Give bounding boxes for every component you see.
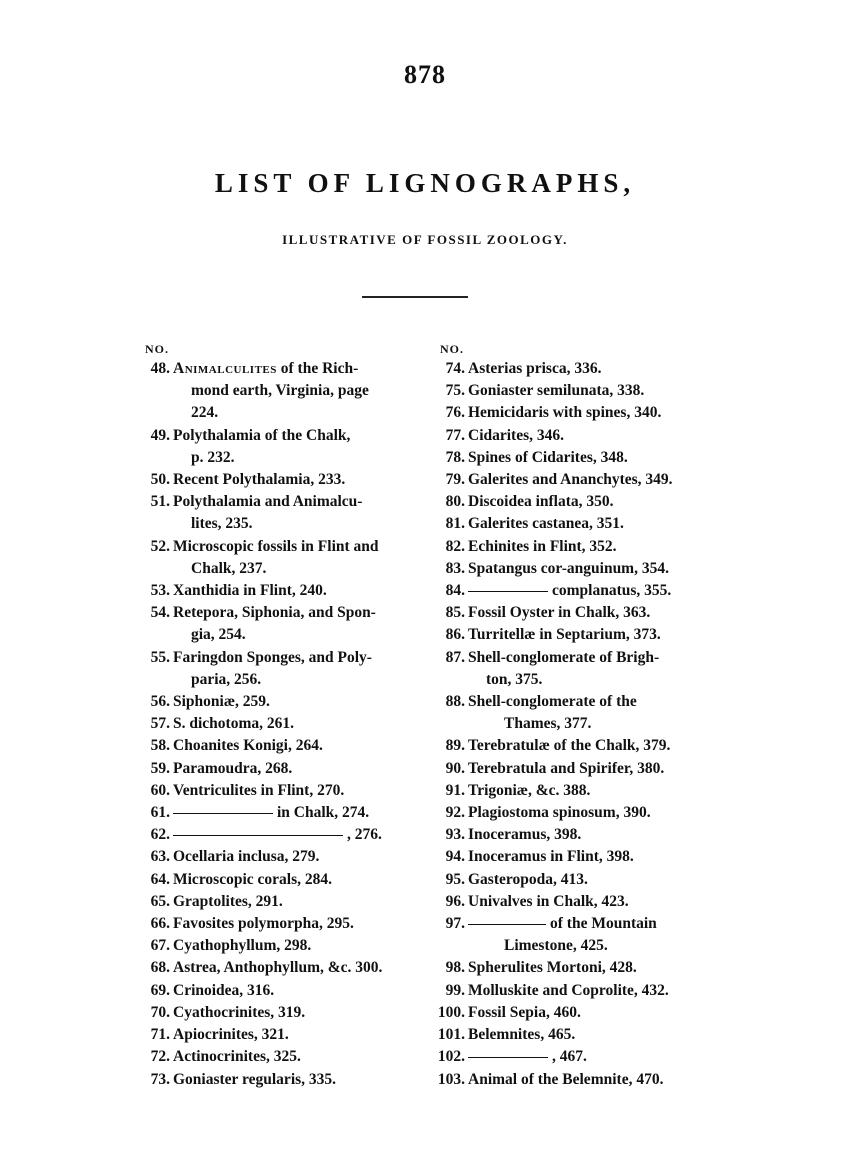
- entry-number: 77.: [445, 426, 465, 444]
- entry-number: 54.: [150, 604, 170, 622]
- entry-number: 73.: [150, 1070, 170, 1088]
- entry-first-line: Polythalamia and Animalcu-: [173, 493, 363, 511]
- entry-first-line: Hemicidaris with spines, 340.: [468, 404, 662, 422]
- list-item: [434, 491, 716, 513]
- entry-first-line: Faringdon Sponges, and Poly-: [173, 648, 372, 666]
- list-item: [434, 513, 716, 535]
- entry-number: 95.: [445, 870, 465, 888]
- entry-text: [468, 1024, 716, 1046]
- entry-text: [468, 691, 716, 713]
- entry-number: 52.: [150, 537, 170, 555]
- entry-number: 79.: [445, 471, 465, 489]
- entry-first-line: Spherulites Mortoni, 428.: [468, 959, 637, 977]
- list-item: [139, 913, 421, 935]
- list-item: [434, 780, 716, 802]
- entry-number: 82.: [445, 537, 465, 555]
- list-item: [139, 980, 421, 1002]
- entry-number: 65.: [150, 892, 170, 910]
- list-item: [139, 1069, 421, 1091]
- entry-first-line: Spatangus cor-anguinum, 354.: [468, 559, 669, 577]
- entry-first-line: in Chalk, 274.: [277, 804, 370, 822]
- entry-first-line: Goniaster semilunata, 338.: [468, 382, 645, 400]
- entry-text: [468, 1002, 716, 1024]
- entry-text: [468, 380, 716, 402]
- list-item: [434, 624, 716, 646]
- entry-first-line: complanatus, 355.: [552, 582, 672, 600]
- list-item: [434, 957, 716, 979]
- entry-number: 100.: [437, 1003, 465, 1021]
- entry-text: [173, 957, 421, 979]
- list-item: [434, 380, 716, 402]
- list-item: [434, 735, 716, 757]
- list-item: [434, 846, 716, 868]
- entry-number: 56.: [150, 693, 170, 711]
- entry-text: [468, 1046, 716, 1068]
- list-item: [434, 425, 716, 447]
- entry-text: [468, 758, 716, 780]
- entry-first-line: Apiocrinites, 321.: [173, 1026, 289, 1044]
- list-item: [434, 824, 716, 846]
- entry-first-line: Cyathophyllum, 298.: [173, 937, 312, 955]
- entry-text: [173, 425, 421, 447]
- page-number: 878: [404, 60, 446, 89]
- entry-number: 61.: [150, 804, 170, 822]
- entry-first-line: Fossil Oyster in Chalk, 363.: [468, 604, 651, 622]
- entry-number: 87.: [445, 648, 465, 666]
- list-item: [139, 536, 421, 580]
- entry-text: [468, 780, 716, 802]
- list-item: [434, 980, 716, 1002]
- list-item: [139, 1046, 421, 1068]
- entry-text: [173, 1024, 421, 1046]
- entry-number: 94.: [445, 848, 465, 866]
- entry-first-line: Fossil Sepia, 460.: [468, 1003, 581, 1021]
- entry-text: [173, 891, 421, 913]
- entry-number: 88.: [445, 693, 465, 711]
- list-item: [434, 402, 716, 424]
- entry-first-line: Microscopic corals, 284.: [173, 870, 332, 888]
- entry-text: [468, 624, 716, 646]
- entry-text: [468, 536, 716, 558]
- entry-number: 72.: [150, 1048, 170, 1066]
- list-item: [434, 1046, 716, 1068]
- entry-number: 71.: [150, 1026, 170, 1044]
- list-item: [139, 935, 421, 957]
- entry-number: 69.: [150, 981, 170, 999]
- entry-lead-word: Animalculites: [173, 360, 277, 377]
- entry-first-line: Ocellaria inclusa, 279.: [173, 848, 320, 866]
- entry-number: 93.: [445, 826, 465, 844]
- entry-first-line: Univalves in Chalk, 423.: [468, 892, 629, 910]
- list-item: [139, 425, 421, 469]
- entry-first-line: Goniaster regularis, 335.: [173, 1070, 337, 1088]
- entry-text: [173, 846, 421, 868]
- entry-first-line: Paramoudra, 268.: [173, 759, 293, 777]
- entry-first-line: Siphoniæ, 259.: [173, 693, 270, 711]
- list-item: [139, 758, 421, 780]
- entry-number: 91.: [445, 781, 465, 799]
- entry-text: [468, 891, 716, 913]
- list-item: [434, 647, 716, 691]
- entry-first-line: Belemnites, 465.: [468, 1026, 576, 1044]
- list-item: [139, 691, 421, 713]
- entry-text: [173, 802, 421, 824]
- entry-first-line: Choanites Konigi, 264.: [173, 737, 323, 755]
- entry-continuation: Chalk, 237.: [191, 559, 267, 577]
- entry-text: [173, 469, 421, 491]
- entry-number: 86.: [445, 626, 465, 644]
- entry-first-line: Ventriculites in Flint, 270.: [173, 781, 345, 799]
- entry-number: 55.: [150, 648, 170, 666]
- entry-number: 59.: [150, 759, 170, 777]
- entry-continuation: ton, 375.: [486, 670, 543, 688]
- entry-text: [173, 913, 421, 935]
- entry-first-line: Terebratula and Spirifer, 380.: [468, 759, 665, 777]
- list-item: [434, 802, 716, 824]
- ditto-dash: [173, 835, 343, 836]
- entry-first-line: Astrea, Anthophyllum, &c. 300.: [173, 959, 383, 977]
- list-item: [139, 580, 421, 602]
- entry-number: 81.: [445, 515, 465, 533]
- page-title: LIST OF LIGNOGRAPHS,: [214, 168, 636, 198]
- entry-first-line: Crinoidea, 316.: [173, 981, 275, 999]
- entry-text: [173, 980, 421, 1002]
- entry-first-line: Terebratulæ of the Chalk, 379.: [468, 737, 671, 755]
- entry-number: 99.: [445, 981, 465, 999]
- entry-first-line: Actinocrinites, 325.: [173, 1048, 301, 1066]
- entry-text: [468, 358, 716, 380]
- entry-first-line: Microscopic fossils in Flint and: [173, 537, 379, 555]
- entry-first-line: Plagiostoma spinosum, 390.: [468, 804, 651, 822]
- list-item: [139, 780, 421, 802]
- entry-text: [173, 491, 421, 513]
- list-item: [139, 1002, 421, 1024]
- entry-number: 57.: [150, 715, 170, 733]
- entry-text: [173, 647, 421, 669]
- list-item: [139, 824, 421, 846]
- entry-text: [468, 513, 716, 535]
- entry-text: [468, 957, 716, 979]
- entry-number: 53.: [150, 582, 170, 600]
- entry-number: 102.: [437, 1048, 465, 1066]
- entry-text: [468, 913, 716, 935]
- ditto-dash: [468, 1057, 548, 1058]
- list-item: [434, 691, 716, 735]
- entry-number: 67.: [150, 937, 170, 955]
- entry-first-line: , 467.: [552, 1048, 587, 1066]
- page-subtitle: ILLUSTRATIVE OF FOSSIL ZOOLOGY.: [282, 232, 568, 247]
- divider-rule: [362, 296, 468, 298]
- entry-text: [173, 758, 421, 780]
- entry-first-line: Inoceramus in Flint, 398.: [468, 848, 634, 866]
- list-item: [139, 647, 421, 691]
- entry-first-line: Animal of the Belemnite, 470.: [468, 1070, 664, 1088]
- entry-number: 75.: [445, 382, 465, 400]
- entry-first-line: Discoidea inflata, 350.: [468, 493, 614, 511]
- column-heading: NO.: [145, 342, 169, 356]
- list-item: [434, 580, 716, 602]
- entry-text: [468, 846, 716, 868]
- entry-number: 48.: [150, 360, 170, 377]
- ditto-dash: [468, 924, 546, 925]
- entry-text: [468, 824, 716, 846]
- list-item: [434, 913, 716, 957]
- list-item: [434, 469, 716, 491]
- entry-continuation: Thames, 377.: [504, 715, 592, 733]
- entry-continuation: p. 232.: [191, 448, 235, 466]
- entry-number: 63.: [150, 848, 170, 866]
- entry-first-line: Spines of Cidarites, 348.: [468, 448, 628, 466]
- entry-number: 103.: [437, 1070, 465, 1088]
- list-item: [139, 469, 421, 491]
- list-item: [139, 491, 421, 535]
- list-item: [434, 1002, 716, 1024]
- list-item: [139, 713, 421, 735]
- entry-first-line: Polythalamia of the Chalk,: [173, 426, 351, 444]
- entry-text: [468, 802, 716, 824]
- entry-text: [173, 735, 421, 757]
- list-item: [434, 358, 716, 380]
- left-column: [139, 340, 421, 1091]
- entry-text: [173, 602, 421, 624]
- list-item: [434, 558, 716, 580]
- entry-first-line: Retepora, Siphonia, and Spon-: [173, 604, 376, 622]
- entry-first-line: Gasteropoda, 413.: [468, 870, 588, 888]
- entry-text: [468, 491, 716, 513]
- column-heading: NO.: [440, 342, 464, 356]
- list-item: [139, 735, 421, 757]
- ditto-dash: [468, 591, 548, 592]
- entry-continuation: mond earth, Virginia, page: [191, 382, 369, 400]
- list-item: [139, 869, 421, 891]
- entry-number: 60.: [150, 781, 170, 799]
- entry-number: 78.: [445, 448, 465, 466]
- entry-text: [173, 713, 421, 735]
- entry-number: 66.: [150, 915, 170, 933]
- list-item: [139, 1024, 421, 1046]
- entry-text: [468, 558, 716, 580]
- entry-first-line: Shell-conglomerate of the: [468, 693, 637, 711]
- list-item: [139, 957, 421, 979]
- entry-first-line: Cidarites, 346.: [468, 426, 565, 444]
- entry-number: 76.: [445, 404, 465, 422]
- list-item: [434, 1069, 716, 1091]
- entry-text: [468, 425, 716, 447]
- list-item: [434, 536, 716, 558]
- list-item: [139, 802, 421, 824]
- list-item: [434, 758, 716, 780]
- entry-continuation: lites, 235.: [191, 515, 253, 533]
- entry-first-line: S. dichotoma, 261.: [173, 715, 294, 733]
- entry-list: [139, 358, 421, 1091]
- entry-number: 51.: [150, 493, 170, 511]
- list-item: [434, 447, 716, 469]
- entry-text: [468, 602, 716, 624]
- entry-text: [173, 780, 421, 802]
- list-item: [139, 602, 421, 646]
- list-item: [434, 1024, 716, 1046]
- entry-number: 89.: [445, 737, 465, 755]
- entry-first-line: Xanthidia in Flint, 240.: [173, 582, 327, 600]
- entry-text-rest: of the Rich-: [276, 360, 359, 377]
- list-item: [139, 891, 421, 913]
- entry-number: 83.: [445, 559, 465, 577]
- entry-text: [468, 469, 716, 491]
- entry-text: [173, 580, 421, 602]
- entry-continuation: Limestone, 425.: [504, 937, 608, 955]
- entry-number: 96.: [445, 892, 465, 910]
- entry-first-line: , 276.: [347, 826, 382, 844]
- list-item: [434, 869, 716, 891]
- entry-number: 58.: [150, 737, 170, 755]
- entry-text: [173, 824, 421, 846]
- entry-number: 50.: [150, 471, 170, 489]
- entry-list: [434, 358, 716, 1091]
- entry-text: [173, 869, 421, 891]
- ditto-dash: [173, 813, 273, 814]
- entry-first-line: Cyathocrinites, 319.: [173, 1003, 306, 1021]
- entry-first-line: Recent Polythalamia, 233.: [173, 471, 346, 489]
- entry-continuation: gia, 254.: [191, 626, 246, 644]
- entry-number: 84.: [445, 582, 465, 600]
- entry-text: [468, 1069, 716, 1091]
- entry-number: 80.: [445, 493, 465, 511]
- entry-continuation: paria, 256.: [191, 670, 262, 688]
- entry-text: [173, 1069, 421, 1091]
- entry-text: [468, 447, 716, 469]
- entry-number: 97.: [445, 915, 465, 933]
- entry-first-line: Graptolites, 291.: [173, 892, 283, 910]
- entry-first-line: Shell-conglomerate of Brigh-: [468, 648, 660, 666]
- entry-text: [173, 1002, 421, 1024]
- entry-first-line: Galerites castanea, 351.: [468, 515, 624, 533]
- entry-text: [468, 580, 716, 602]
- entry-text: [173, 536, 421, 558]
- entry-text: [468, 647, 716, 669]
- list-item: [139, 358, 421, 425]
- list-item: [434, 891, 716, 913]
- entry-first-line: Trigoniæ, &c. 388.: [468, 781, 591, 799]
- entry-text: [468, 869, 716, 891]
- entry-number: 68.: [150, 959, 170, 977]
- entry-number: 70.: [150, 1003, 170, 1021]
- entry-text: [173, 691, 421, 713]
- entry-number: 85.: [445, 604, 465, 622]
- entry-first-line: Asterias prisca, 336.: [468, 360, 602, 377]
- entry-number: 98.: [445, 959, 465, 977]
- entry-first-line: of the Mountain: [550, 915, 657, 933]
- entry-first-line: Echinites in Flint, 352.: [468, 537, 617, 555]
- entry-first-line: Galerites and Ananchytes, 349.: [468, 471, 673, 489]
- right-column: [434, 340, 716, 1091]
- entry-text: [468, 735, 716, 757]
- entry-first-line: Turritellæ in Septarium, 373.: [468, 626, 661, 644]
- entry-number: 90.: [445, 759, 465, 777]
- entry-text: [173, 935, 421, 957]
- entry-number: 101.: [437, 1026, 465, 1044]
- entry-text: [173, 1046, 421, 1068]
- entry-number: 92.: [445, 804, 465, 822]
- entry-first-line: Favosites polymorpha, 295.: [173, 915, 354, 933]
- entry-text: [468, 402, 716, 424]
- entry-number: 62.: [150, 826, 170, 844]
- entry-first-line: Molluskite and Coprolite, 432.: [468, 981, 669, 999]
- entry-number: 49.: [150, 426, 170, 444]
- entry-continuation: 224.: [191, 404, 219, 422]
- entry-number: 74.: [445, 360, 465, 377]
- entry-first-line: Inoceramus, 398.: [468, 826, 582, 844]
- list-item: [434, 602, 716, 624]
- entry-text: [468, 980, 716, 1002]
- entry-number: 64.: [150, 870, 170, 888]
- entry-text: [173, 358, 421, 380]
- list-item: [139, 846, 421, 868]
